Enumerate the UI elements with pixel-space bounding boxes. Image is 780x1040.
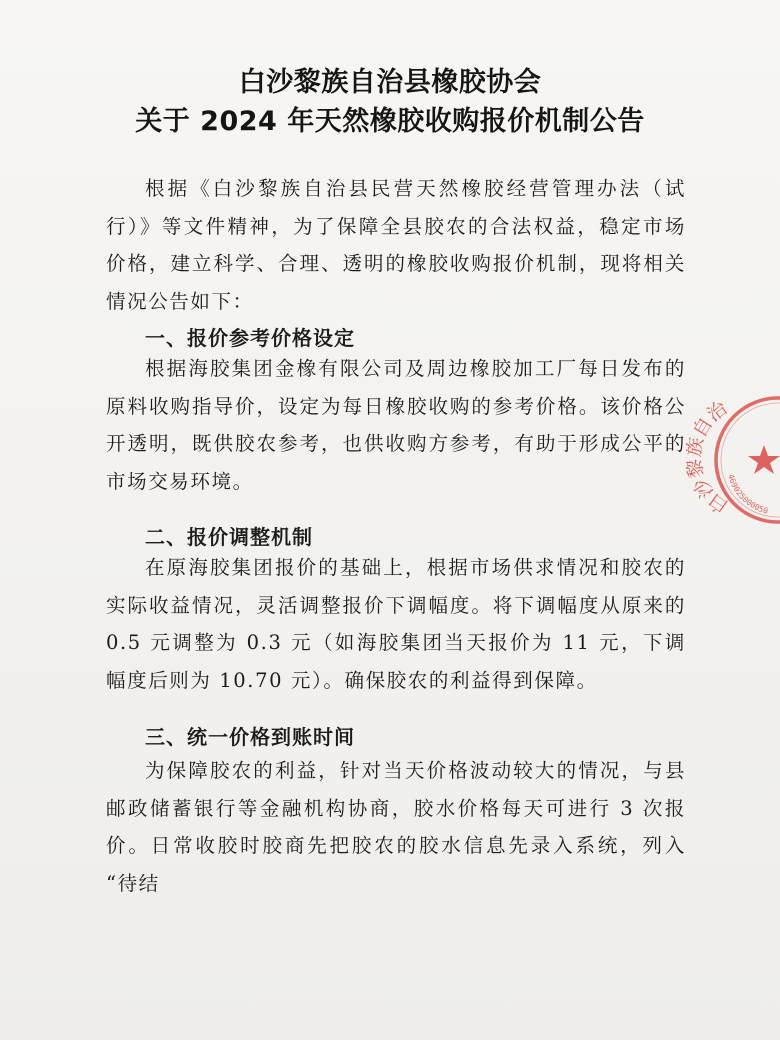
seal-number: 469025000050: [726, 473, 769, 516]
document-subtitle: 关于 2024 年天然橡胶收购报价机制公告: [135, 106, 645, 137]
seal-arc-text: 白沙 自治: [688, 397, 733, 518]
section-body-2: 在原海胶集团报价的基础上，根据市场供求情况和胶农的实际收益情况，灵活调整报价下调幅度。将下调幅度从原来的 0.5 元调整为 0.3 元（如海胶集团当天报价为 11 元，下调幅度后则为 10.70 元）。确保胶农的利益得到保障。: [106, 556, 686, 693]
section-heading-1: 一、报价参考价格设定: [145, 326, 355, 350]
section-heading-2: 二、报价调整机制: [145, 525, 313, 549]
section-heading-3: 三、统一价格到账时间: [145, 725, 355, 749]
section-body-3: 为保障胶农的利益，针对当天价格波动较大的情况，与县邮政储蓄银行等金融机构协商，胶水价格每天可进行 3 次报价。日常收胶时胶商先把胶农的胶水信息先录入系统，列入 “待结: [106, 759, 686, 896]
intro-paragraph: 根据《白沙黎族自治县民营天然橡胶经营管理办法（试行）》等文件精神，为了保障全县胶农的合法权益，稳定市场价格，建立科学、合理、透明的橡胶收购报价机制，现将相关情况公告如下：: [106, 177, 686, 314]
seal-graphic: [686, 395, 780, 525]
star-icon: [748, 445, 780, 474]
document-title: 白沙黎族自治县橡胶协会: [238, 67, 542, 98]
official-seal: [686, 395, 780, 525]
section-body-1: 根据海胶集团金橡有限公司及周边橡胶加工厂每日发布的原料收购指导价，设定为每日橡胶收购的参考价格。该价格公开透明，既供胶农参考，也供收购方参考，有助于形成公平的市场交易环境。: [106, 357, 686, 494]
